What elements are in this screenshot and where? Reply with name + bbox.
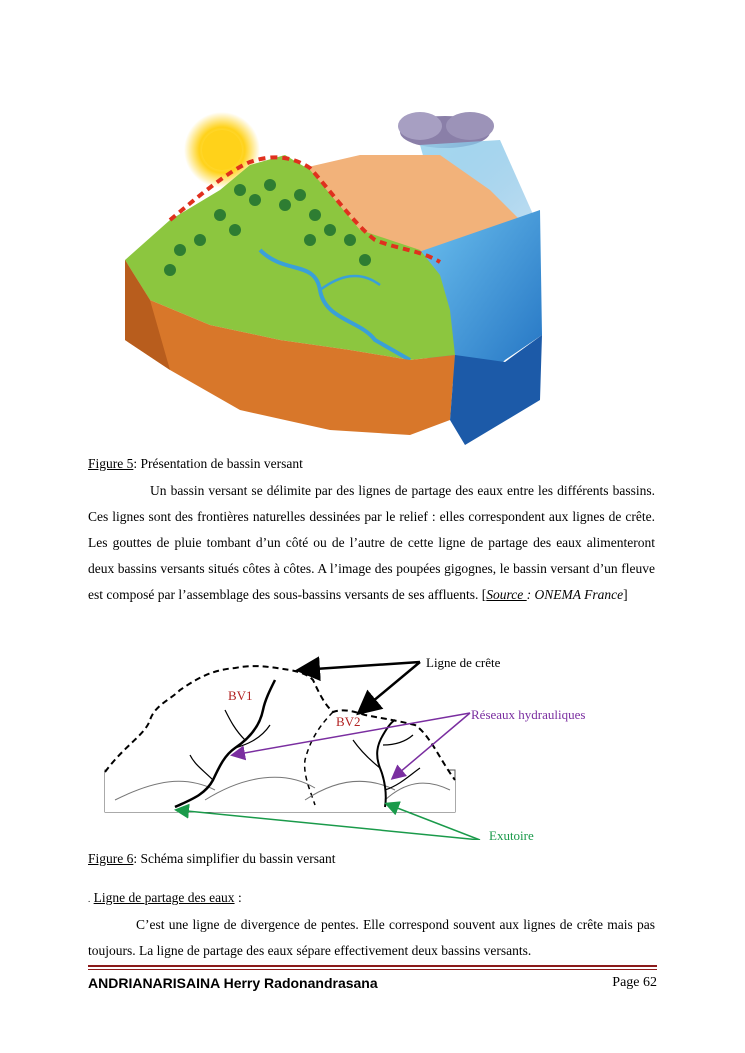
section-suffix: : <box>234 890 242 905</box>
hill-shapes <box>105 665 455 812</box>
label-bv1: BV1 <box>228 688 253 703</box>
outlet-arrow-1 <box>177 810 480 840</box>
watershed-schematic <box>95 650 655 840</box>
paragraph-divide-definition <box>88 912 655 964</box>
footer-author: ANDRIANARISAINA Herry Radonandrasana <box>88 975 378 991</box>
section-bullet: . <box>88 894 91 904</box>
figure-5-caption <box>88 456 303 472</box>
ridge-arrow-2 <box>360 662 420 712</box>
label-reseaux: Réseaux hydrauliques <box>471 707 586 722</box>
label-ligne-crete: Ligne de crête <box>426 655 501 670</box>
paragraph-1-text: Un bassin versant se délimite par des lignes de partage des eaux entre les différents bassins. Ces lignes sont des frontières naturelles dessinées par le relief : elles correspondent aux lignes de crête. Les gouttes de pluie tombant d’un côté ou de l’autre de cette ligne de partage des eaux alimenteront deux bassins versants situés côtes à côtes. A l’image des poupées gigognes, le bassin versant d’un fleuve est composé par l’assemblage des sous-bassins versants de ses affluents. [ <box>88 483 655 602</box>
source-label: Source <box>486 587 527 602</box>
paragraph-2-text: C’est une ligne de divergence de pentes. Elle correspond souvent aux lignes de crête mais pas toujours. La ligne de partage des eaux sépare effectivement deux bassins versants. <box>88 917 655 958</box>
page-number: Page 62 <box>612 975 657 990</box>
figure-5-ref: Figure 5 <box>88 456 134 471</box>
figure-6-caption-text: : Schéma simplifier du bassin versant <box>133 851 336 866</box>
label-bv2: BV2 <box>336 714 361 729</box>
section-heading <box>88 890 242 906</box>
figure-6-ref: Figure 6 <box>88 851 134 866</box>
paragraph-watershed-definition <box>88 478 655 608</box>
figure-5-caption-text: : Présentation de bassin versant <box>133 456 303 471</box>
paragraph-1-close: ] <box>623 587 628 602</box>
section-title: Ligne de partage des eaux <box>93 890 235 905</box>
footer-rule-thin <box>88 969 657 970</box>
figure-6-caption <box>88 851 335 867</box>
label-exutoire: Exutoire <box>489 828 534 840</box>
ridge-arrow-1 <box>300 662 420 670</box>
watershed-illustration <box>110 100 550 445</box>
source-name: : ONEMA France <box>526 587 624 602</box>
footer-rule <box>88 965 657 967</box>
